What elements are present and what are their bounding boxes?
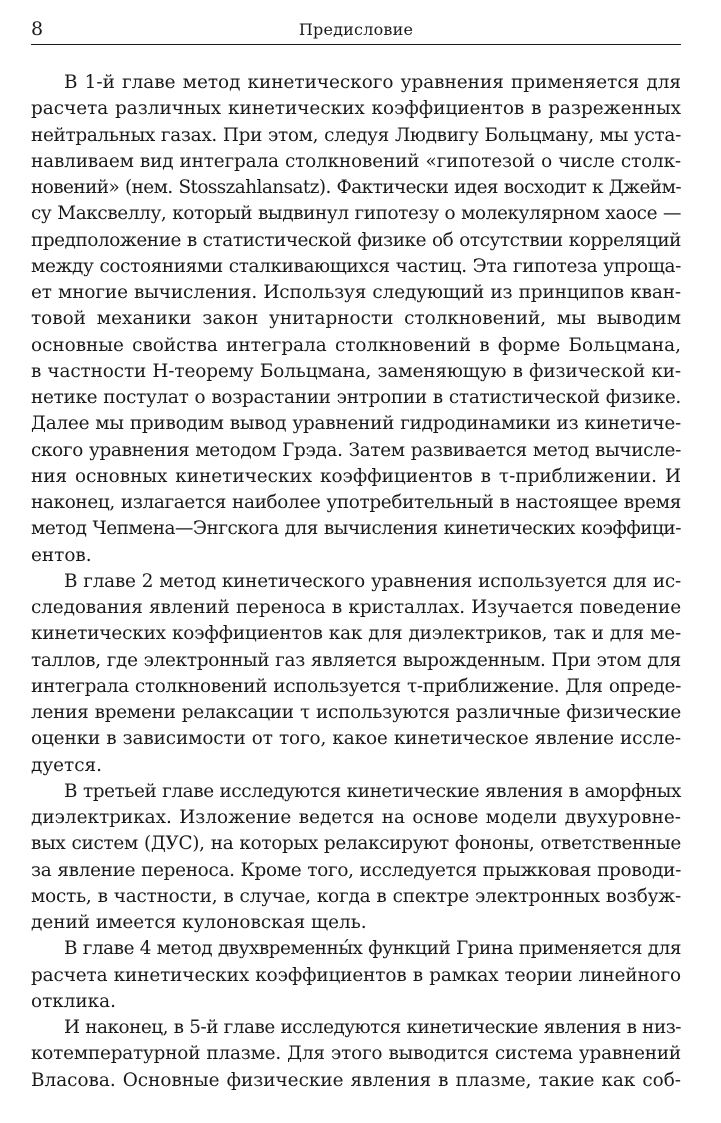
book-page — [31, 14, 681, 1094]
text-line: диэлектриках. Изложение ведется на основе модели двухуровне- — [31, 807, 681, 828]
text-line: расчета различных кинетических коэффициентов в разреженных — [31, 98, 681, 120]
text-line: В главе 2 метод кинетического уравнения используется для ис- — [64, 570, 681, 592]
text-line: Власова. Основные физические явления в плазме, такие как соб- — [31, 1069, 681, 1091]
text-line: основные свойства интеграла столкновений в форме Больцмана, — [31, 334, 681, 356]
text-line: ния основных кинетических коэффициентов в τ-приближении. И — [31, 465, 681, 487]
page-number: 8 — [31, 18, 44, 40]
paragraph-1 — [31, 70, 681, 569]
text-line: ления времени релаксации τ используются различные физические — [31, 702, 681, 723]
text-line: су Максвеллу, который выдвинул гипотезу о молекулярном хаосе — — [31, 203, 681, 225]
text-line: котемпературной плазме. Для этого выводится система уравнений — [31, 1043, 681, 1065]
text-line: следования явлений переноса в кристаллах. Изучается поведение — [31, 597, 681, 618]
text-line: Далее мы приводим вывод уравнений гидродинамики из кинетиче- — [31, 413, 681, 435]
text-line: метод Чепмена—Энгскога для вычисления кинетических коэффици- — [31, 518, 681, 540]
page-header — [31, 14, 681, 45]
text-line: нейтральных газах. При этом, следуя Людвигу Больцману, мы уста- — [31, 124, 681, 146]
text-line: предположение в статистической физике об отсутствии корреляций — [31, 229, 681, 251]
text-line: В 1-й главе метод кинетического уравнения применяется для — [64, 72, 681, 93]
text-line: вых систем (ДУС), на которых релаксируют фононы, ответственные — [31, 833, 681, 855]
text-line: новений» (нем. Stosszahlansatz). Фактически идея восходит к Джейм- — [31, 177, 681, 198]
text-line: отклика. — [31, 990, 116, 1012]
text-line: кинетических коэффициентов как для диэлектриков, так и для ме- — [31, 623, 681, 645]
text-line: дений имеется кулоновская щель. — [31, 912, 367, 933]
text-line: оценки в зависимости от того, какое кинетическое явление иссле- — [31, 728, 681, 750]
paragraph-4 — [31, 936, 681, 1015]
text-line: интеграла столкновений используется τ-приближение. Для опреде- — [31, 675, 681, 697]
text-line: ет многие вычисления. Используя следующий из принципов кван- — [31, 282, 681, 303]
text-line: расчета кинетических коэффициентов в рамках теории линейного — [31, 964, 681, 986]
running-title: Предисловие — [298, 20, 414, 39]
text-line: ентов. — [31, 544, 92, 566]
text-line: мость, в частности, в случае, когда в спектре электронных возбуж- — [31, 885, 681, 907]
paragraph-2 — [31, 569, 681, 779]
paragraph-5 — [31, 1015, 681, 1094]
text-line: В главе 4 метод двухвременны́х функций Грина применяется для — [64, 938, 681, 960]
text-line: товой механики закон унитарности столкновений, мы выводим — [31, 308, 681, 330]
body-text — [31, 70, 681, 1094]
text-line: в частности H-теорему Больцмана, заменяющую в физической ки- — [31, 360, 681, 382]
text-line: навливаем вид интеграла столкновений «гипотезой о числе столк- — [31, 150, 681, 172]
paragraph-3 — [31, 779, 681, 937]
text-line: наконец, излагается наиболее употребительный в настоящее время — [31, 492, 681, 513]
text-line: нетике постулат о возрастании энтропии в статистической физике. — [31, 387, 681, 408]
text-line: таллов, где электронный газ является вырожденным. При этом для — [31, 649, 681, 671]
text-line: за явление переноса. Кроме того, исследуется прыжковая проводи- — [31, 859, 681, 881]
text-line: между состояниями сталкивающихся частиц. Эта гипотеза упроща- — [31, 255, 681, 277]
text-line: В третьей главе исследуются кинетические явления в аморфных — [64, 780, 681, 802]
text-line: И наконец, в 5-й главе исследуются кинетические явления в низ- — [64, 1017, 681, 1038]
text-line: дуется. — [31, 754, 102, 776]
text-line: ского уравнения методом Грэда. Затем развивается метод вычисле- — [31, 439, 681, 461]
